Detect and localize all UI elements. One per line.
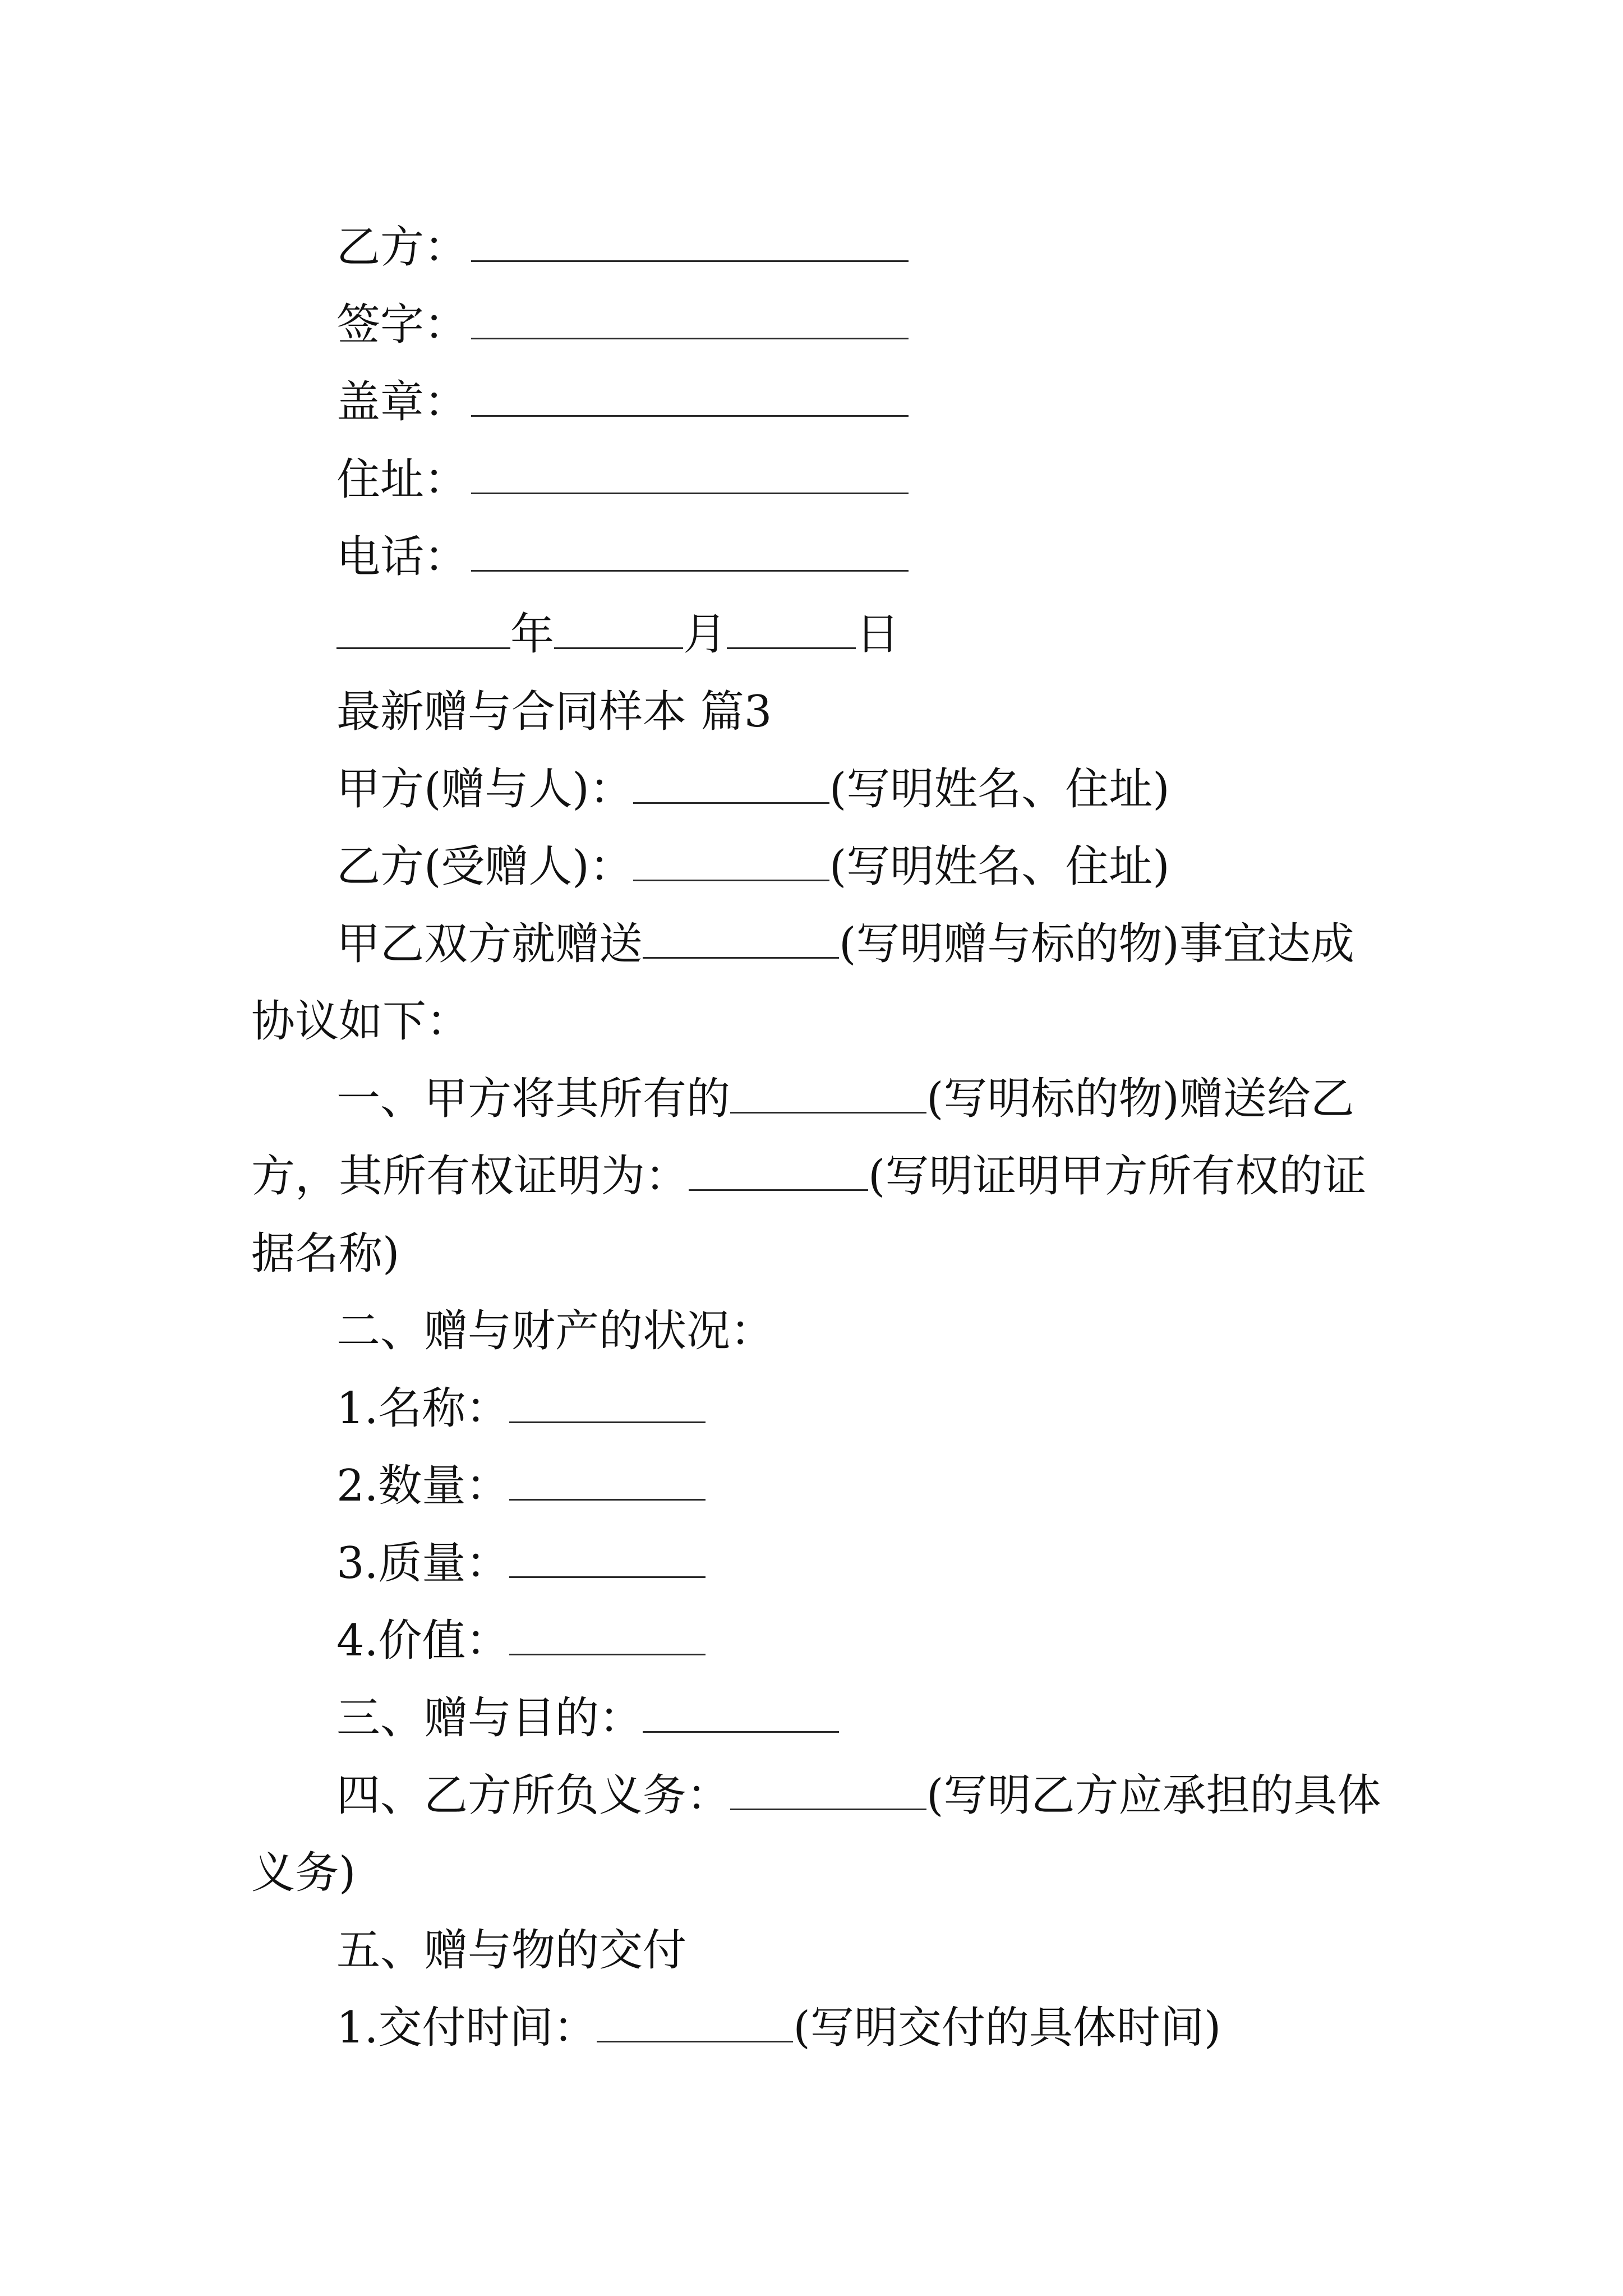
clause2-item-quantity <box>251 1447 1373 1525</box>
phone-line <box>251 518 1373 596</box>
section-title-text: 最新赠与合同样本 篇3 <box>336 687 772 737</box>
clause5-title-text: 五、赠与物的交付 <box>336 1925 687 1976</box>
clause4-cont: 义务) <box>251 1848 356 1898</box>
clause1-item-blank[interactable] <box>730 1078 926 1114</box>
section-title <box>251 673 1373 751</box>
clause2-item-name-label: 1.名称： <box>336 1383 510 1434</box>
year-label: 年 <box>510 609 555 660</box>
clause2-item-quantity-label: 2.数量： <box>336 1461 510 1511</box>
clause2-item-quality-label: 3.质量： <box>336 1538 510 1589</box>
date-line <box>251 596 1373 673</box>
party-b-label: 乙方： <box>336 222 468 273</box>
clause3-label: 三、赠与目的： <box>336 1693 643 1743</box>
purpose-blank[interactable] <box>643 1697 839 1733</box>
intro-line-1 <box>251 905 1373 983</box>
seal-label: 盖章： <box>336 377 468 427</box>
clause4-label: 四、乙方所负义务： <box>336 1770 731 1821</box>
clause4-line-1 <box>251 1757 1381 1834</box>
party-a-label: 甲方(赠与人)： <box>336 764 633 815</box>
party-a-note: (写明姓名、住址) <box>829 764 1170 815</box>
phone-label: 电话： <box>336 532 468 582</box>
sign-blank[interactable] <box>471 304 909 339</box>
month-blank[interactable] <box>554 614 683 649</box>
month-label: 月 <box>683 609 727 660</box>
day-blank[interactable] <box>727 614 856 649</box>
name-blank[interactable] <box>509 1388 706 1423</box>
clause1-line-2 <box>251 1138 1373 1215</box>
sign-label: 签字： <box>336 300 468 350</box>
intro-part1: 甲乙双方就赠送 <box>336 919 643 969</box>
clause1-line-1 <box>251 1060 1373 1138</box>
party-a-blank[interactable] <box>633 769 829 804</box>
address-line <box>251 441 1373 518</box>
contract-page <box>251 209 1381 2067</box>
delivery-time-blank[interactable] <box>597 2007 793 2042</box>
clause1-part2: (写明标的物)赠送给乙 <box>926 1074 1354 1124</box>
gift-item-blank[interactable] <box>643 923 839 959</box>
clause1-line-3 <box>251 1215 1373 1292</box>
intro-part3: 协议如下： <box>251 996 471 1047</box>
day-label: 日 <box>856 609 900 660</box>
quality-blank[interactable] <box>509 1543 706 1578</box>
seal-line <box>251 364 1373 441</box>
intro-part2: (写明赠与标的物)事宜达成 <box>839 919 1354 969</box>
clause4-note: (写明乙方应承担的具体 <box>926 1770 1381 1821</box>
clause2-item-name <box>251 1370 1373 1447</box>
value-blank[interactable] <box>509 1620 706 1655</box>
party-b-signature-line <box>251 209 1373 286</box>
clause1-part4: (写明证明甲方所有权的证 <box>868 1151 1367 1202</box>
clause5-item1-note: (写明交付的具体时间) <box>793 2003 1221 2053</box>
clause2-item-value-label: 4.价值： <box>336 1616 510 1666</box>
clause3-line <box>251 1680 1373 1757</box>
obligation-blank[interactable] <box>730 1775 926 1810</box>
party-b-line-blank[interactable] <box>633 846 829 881</box>
party-b-line-label: 乙方(受赠人)： <box>336 841 633 892</box>
clause1-part5: 据名称) <box>251 1228 400 1279</box>
address-blank[interactable] <box>471 459 909 494</box>
clause2-title <box>251 1292 1373 1370</box>
clause5-title <box>251 1912 1373 1989</box>
clause2-item-value <box>251 1602 1373 1680</box>
intro-line-2 <box>251 983 1373 1060</box>
party-a-line <box>251 751 1373 828</box>
clause4-line-2 <box>251 1834 1373 1912</box>
address-label: 住址： <box>336 454 468 505</box>
quantity-blank[interactable] <box>509 1465 706 1501</box>
clause2-item-quality <box>251 1525 1373 1602</box>
year-blank[interactable] <box>336 614 510 649</box>
party-b-note: (写明姓名、住址) <box>829 841 1170 892</box>
clause5-item1 <box>251 1989 1373 2067</box>
party-b-line <box>251 828 1373 905</box>
sign-line <box>251 286 1373 364</box>
clause5-item1-label: 1.交付时间： <box>336 2003 597 2053</box>
seal-blank[interactable] <box>471 381 909 417</box>
phone-blank[interactable] <box>471 536 909 572</box>
clause1-part1: 一、甲方将其所有的 <box>336 1074 731 1124</box>
clause1-proof-blank[interactable] <box>689 1156 868 1191</box>
clause1-part3: 方，其所有权证明为： <box>251 1151 689 1202</box>
party-b-blank[interactable] <box>471 227 909 262</box>
clause2-title-text: 二、赠与财产的状况： <box>336 1306 774 1356</box>
